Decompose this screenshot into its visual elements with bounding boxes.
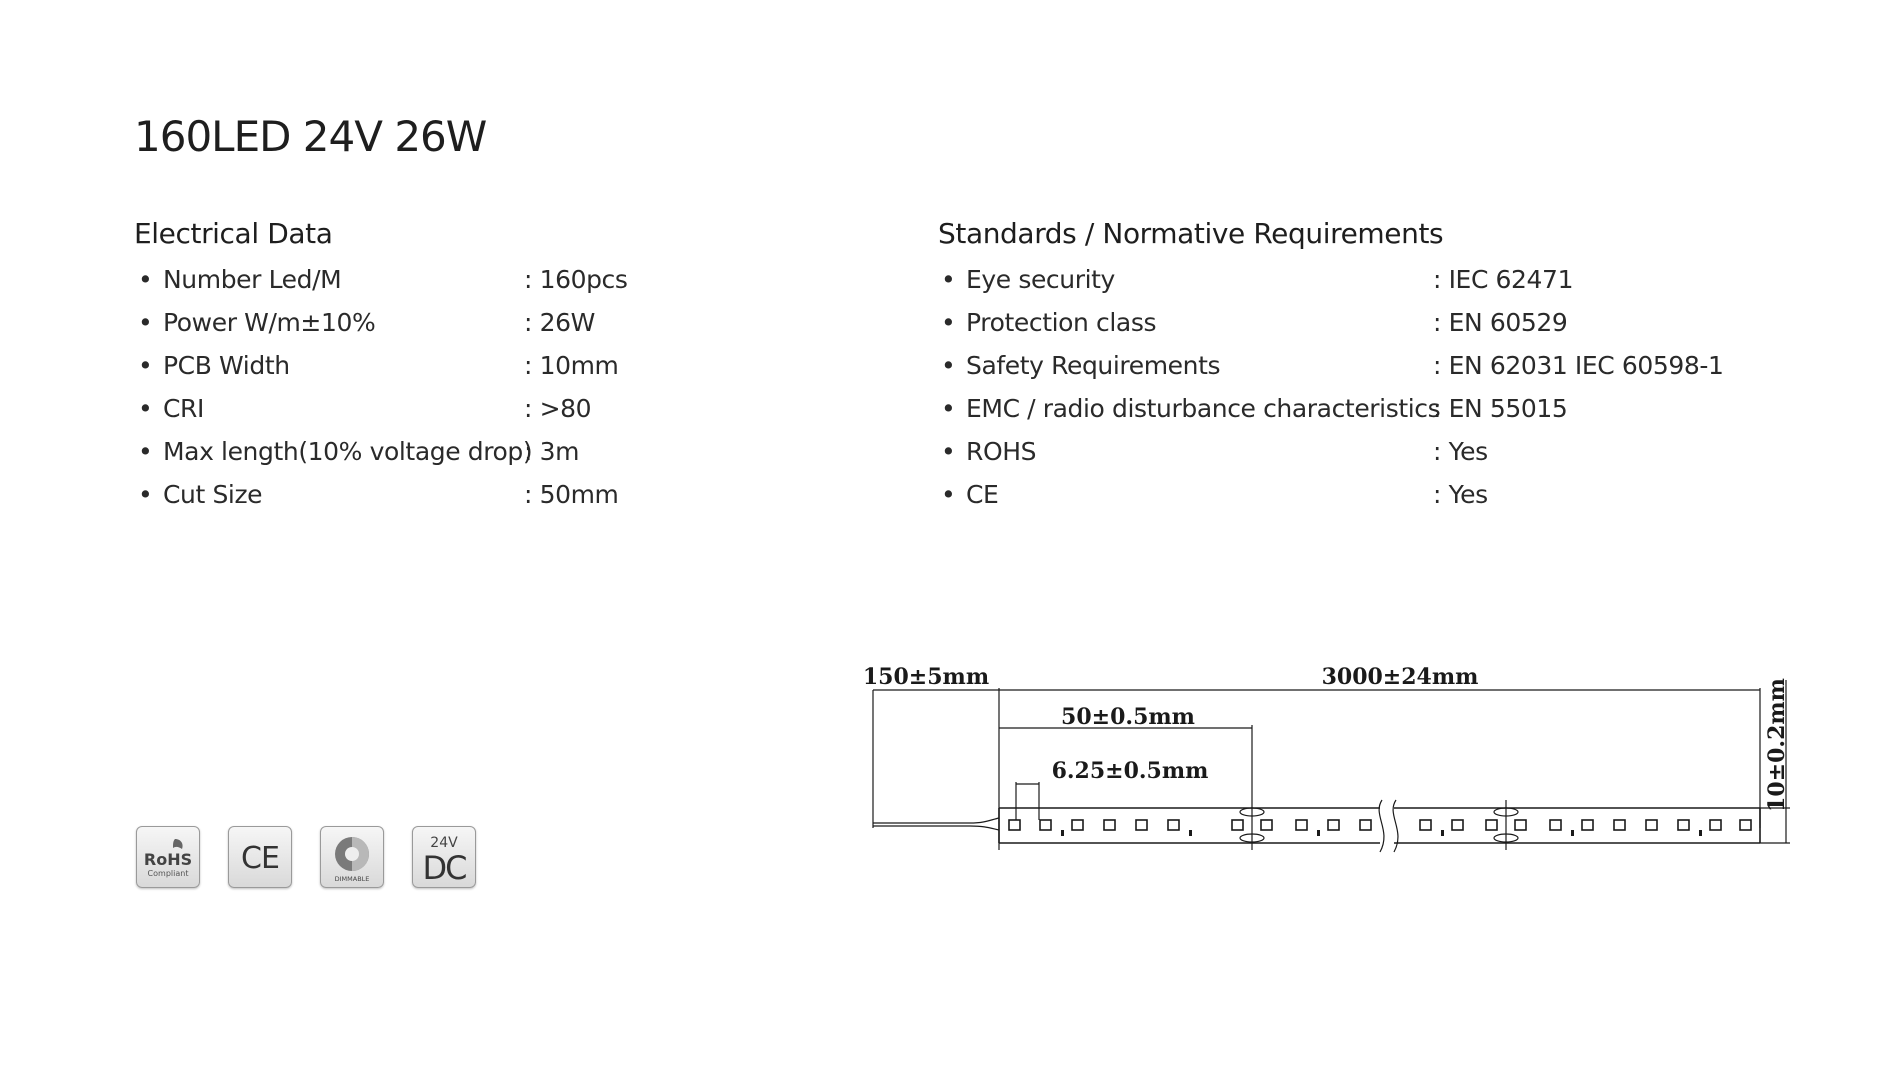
spec-value: : 26W (524, 308, 595, 337)
standard-label: Eye security (966, 265, 1115, 294)
standard-value: : EN 55015 (1433, 394, 1568, 423)
spec-label: Number Led/M (163, 265, 342, 294)
led-pitch-label: 6.25±0.5mm (1051, 758, 1209, 784)
bullet-icon: • (941, 394, 956, 423)
spec-value: : 10mm (524, 351, 619, 380)
spec-value: : 160pcs (524, 265, 628, 294)
dc-voltage-text: 24V (430, 835, 458, 851)
bullet-icon: • (941, 265, 956, 294)
spec-value: : >80 (524, 394, 592, 423)
ce-mark-text: CE (241, 841, 279, 876)
total-length-label: 3000±24mm (1321, 664, 1479, 690)
spec-label: CRI (163, 394, 204, 423)
bullet-icon: • (138, 265, 153, 294)
dimmable-badge-text: DIMMABLE (334, 875, 370, 883)
spec-label: Max length(10% voltage drop) (163, 437, 533, 466)
bullet-icon: • (138, 308, 153, 337)
electrical-data-heading: Electrical Data (134, 217, 333, 250)
dimmable-icon (320, 826, 384, 888)
led-strip-dimension-drawing (860, 660, 1800, 880)
standards-heading: Standards / Normative Requirements (938, 217, 1444, 250)
standard-value: : IEC 62471 (1433, 265, 1574, 294)
spec-value: : 50mm (524, 480, 619, 509)
resistor-marks (1061, 830, 1702, 836)
leaf-icon (173, 839, 183, 849)
width-label: 10±0.2mm (1764, 678, 1790, 812)
led-chips (1009, 820, 1751, 830)
bullet-icon: • (941, 351, 956, 380)
rohs-badge-subtext: Compliant (147, 869, 189, 878)
rohs-badge-icon (136, 826, 200, 888)
ce-mark-icon (228, 826, 292, 888)
bullet-icon: • (138, 394, 153, 423)
standard-label: CE (966, 480, 999, 509)
dc-voltage-icon (412, 826, 476, 888)
bullet-icon: • (138, 437, 153, 466)
standard-value: : EN 60529 (1433, 308, 1568, 337)
standard-label: ROHS (966, 437, 1037, 466)
spec-label: Cut Size (163, 480, 263, 509)
spec-label: PCB Width (163, 351, 290, 380)
standard-label: EMC / radio disturbance characteristics (966, 394, 1441, 423)
cut-length-label: 50±0.5mm (1061, 704, 1195, 730)
standard-value: : Yes (1433, 480, 1488, 509)
spec-value: : 3m (524, 437, 580, 466)
bullet-icon: • (941, 480, 956, 509)
standard-value: : Yes (1433, 437, 1488, 466)
bullet-icon: • (941, 437, 956, 466)
bullet-icon: • (138, 351, 153, 380)
bullet-icon: • (138, 480, 153, 509)
lead-length-label: 150±5mm (862, 664, 990, 690)
spec-label: Power W/m±10% (163, 308, 376, 337)
page-title: 160LED 24V 26W (134, 112, 487, 161)
standard-label: Safety Requirements (966, 351, 1221, 380)
standard-value: : EN 62031 IEC 60598-1 (1433, 351, 1724, 380)
standard-label: Protection class (966, 308, 1157, 337)
dc-badge-text: DC (422, 849, 466, 887)
rohs-badge-text: RoHS (143, 850, 193, 869)
bullet-icon: • (941, 308, 956, 337)
